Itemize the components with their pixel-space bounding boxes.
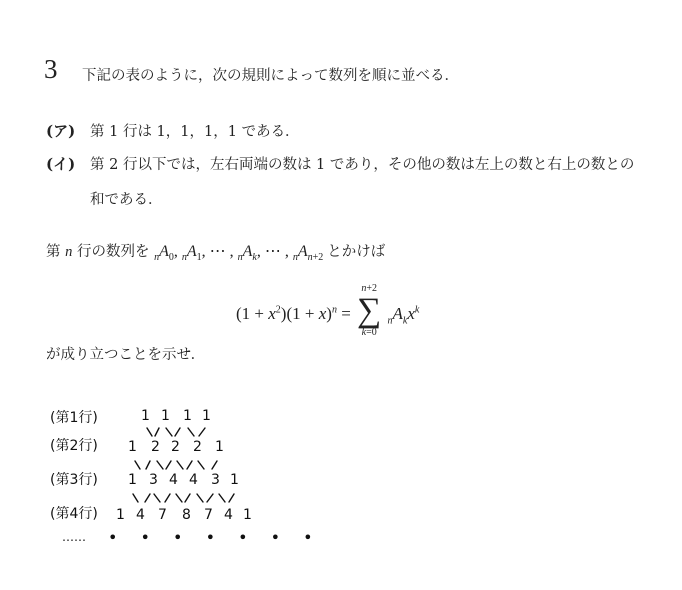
cell-r4-c4: 8 bbox=[182, 507, 191, 523]
row-label-4: (第4行) bbox=[50, 506, 98, 522]
seq-suffix: とかけば bbox=[327, 244, 386, 260]
cell-r4-c1: 1 bbox=[116, 507, 125, 523]
rule-b-label: (イ) bbox=[46, 155, 76, 173]
row-label-1: (第1行) bbox=[50, 410, 98, 426]
cell-r2-c3: 2 bbox=[171, 439, 180, 455]
cell-r4-c6: 4 bbox=[224, 507, 233, 523]
row-label-3: (第3行) bbox=[50, 472, 98, 488]
cell-r3-c1: 1 bbox=[128, 472, 137, 488]
seq-n: n bbox=[65, 244, 73, 260]
problem-number: 3 bbox=[44, 54, 58, 84]
problem-intro: 下記の表のように，次の規則によって数列を順に並べる． bbox=[82, 68, 459, 84]
cell-r4-c3: 7 bbox=[158, 507, 167, 523]
conclusion-text: が成り立つことを示せ． bbox=[46, 347, 206, 363]
cell-r3-c6: 1 bbox=[230, 472, 239, 488]
cell-r2-c4: 2 bbox=[193, 439, 202, 455]
ellipsis-dots: • • • • • • • bbox=[108, 528, 322, 547]
rule-b-text-line1: 第 2 行以下では，左右両端の数は 1 であり，その他の数は左上の数と右上の数との bbox=[90, 157, 635, 173]
seq-prefix: 第 bbox=[46, 244, 61, 260]
cell-r1-c1: 1 bbox=[141, 408, 150, 424]
cell-r2-c5: 1 bbox=[215, 439, 224, 455]
cell-r3-c2: 3 bbox=[149, 472, 158, 488]
cell-r1-c4: 1 bbox=[202, 408, 211, 424]
seq-mid: 行の数列を bbox=[76, 244, 150, 260]
cell-r1-c3: 1 bbox=[183, 408, 192, 424]
cell-r3-c3: 4 bbox=[169, 472, 178, 488]
cell-r4-c5: 7 bbox=[204, 507, 213, 523]
rule-a-text: 第 1 行は 1，1，1，1 である． bbox=[90, 124, 300, 140]
summation: n+2 ∑ k=0 bbox=[357, 283, 382, 338]
rule-a-label: (ア) bbox=[46, 122, 76, 140]
cell-r2-c1: 1 bbox=[128, 439, 137, 455]
cell-r3-c5: 3 bbox=[211, 472, 220, 488]
cell-r4-c7: 1 bbox=[243, 507, 252, 523]
cell-r4-c2: 4 bbox=[136, 507, 145, 523]
sequence-notation: $_nA_0$, $_nA_1$, ⋯ , $_nA_k$, ⋯ , $_nA_{n+2}$ bbox=[154, 243, 324, 264]
ellipsis-left: …… bbox=[62, 530, 86, 544]
row-label-2: (第2行) bbox=[50, 438, 98, 454]
cell-r3-c4: 4 bbox=[189, 472, 198, 488]
cell-r1-c2: 1 bbox=[161, 408, 170, 424]
rule-b-text-line2: 和である． bbox=[90, 192, 163, 208]
display-equation: $(1 + x^2)(1 + x)^n$ = n+2 ∑ k=0 $_nA_kx^k$ bbox=[236, 283, 420, 338]
cell-r2-c2: 2 bbox=[151, 439, 160, 455]
